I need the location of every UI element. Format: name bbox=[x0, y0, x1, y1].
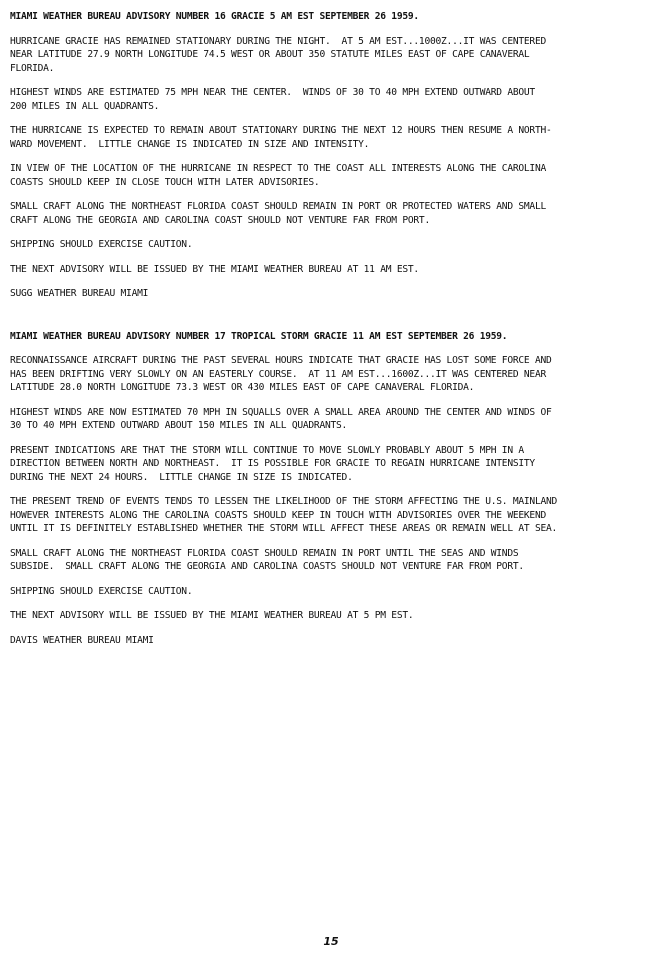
advisory-paragraph bbox=[10, 35, 655, 76]
text-line: FLORIDA. bbox=[10, 62, 55, 74]
text-line: HAS BEEN DRIFTING VERY SLOWLY ON AN EASTERLY COURSE. AT 11 AM EST...1600Z...IT WAS CENTERED NEAR bbox=[10, 368, 547, 380]
advisory-paragraph bbox=[10, 495, 655, 536]
advisory-separator bbox=[10, 312, 655, 330]
advisory-paragraph bbox=[10, 444, 655, 485]
text-line: COASTS SHOULD KEEP IN CLOSE TOUCH WITH LATER ADVISORIES. bbox=[10, 176, 320, 188]
advisory-heading: MIAMI WEATHER BUREAU ADVISORY NUMBER 16 GRACIE 5 AM EST SEPTEMBER 26 1959. bbox=[10, 11, 419, 22]
text-line: THE NEXT ADVISORY WILL BE ISSUED BY THE MIAMI WEATHER BUREAU AT 5 PM EST. bbox=[10, 610, 414, 621]
text-line: THE HURRICANE IS EXPECTED TO REMAIN ABOUT STATIONARY DURING THE NEXT 12 HOURS THEN RESUME A NORTH- bbox=[10, 125, 552, 136]
text-line: SMALL CRAFT ALONG THE NORTHEAST FLORIDA COAST SHOULD REMAIN IN PORT OR PROTECTED WATERS AND SMALL bbox=[10, 201, 547, 212]
text-line: 200 MILES IN ALL QUADRANTS. bbox=[10, 100, 160, 112]
text-line: HURRICANE GRACIE HAS REMAINED STATIONARY DURING THE NIGHT. AT 5 AM EST...1000Z...IT WAS CENTERED bbox=[10, 35, 547, 47]
text-line: WARD MOVEMENT. LITTLE CHANGE IS INDICATED IN SIZE AND INTENSITY. bbox=[10, 138, 370, 150]
advisory-paragraph bbox=[10, 263, 655, 277]
text-line: SUBSIDE. SMALL CRAFT ALONG THE GEORGIA AND CAROLINA COASTS SHOULD NOT VENTURE FAR FROM PORT. bbox=[10, 561, 524, 572]
text-line: HIGHEST WINDS ARE NOW ESTIMATED 70 MPH IN SQUALLS OVER A SMALL AREA AROUND THE CENTER AND WINDS OF bbox=[10, 406, 552, 418]
advisory-paragraph bbox=[10, 609, 655, 623]
text-line: IN VIEW OF THE LOCATION OF THE HURRICANE IN RESPECT TO THE COAST ALL INTERESTS ALONG THE CAROLINA bbox=[10, 163, 547, 174]
text-line: 30 TO 40 MPH EXTEND OUTWARD ABOUT 150 MILES IN ALL QUADRANTS. bbox=[10, 420, 348, 431]
text-line: DIRECTION BETWEEN NORTH AND NORTHEAST. IT IS POSSIBLE FOR GRACIE TO REGAIN HURRICANE INTENSITY bbox=[10, 458, 535, 469]
text-line: CRAFT ALONG THE GEORGIA AND CAROLINA COAST SHOULD NOT VENTURE FAR FROM PORT. bbox=[10, 214, 430, 226]
text-line: THE NEXT ADVISORY WILL BE ISSUED BY THE MIAMI WEATHER BUREAU AT 11 AM EST. bbox=[10, 263, 419, 275]
text-line: UNTIL IT IS DEFINITELY ESTABLISHED WHETHER THE STORM WILL AFFECT THESE AREAS OR REMAIN WELL AT SEA. bbox=[10, 523, 558, 534]
text-line: NEAR LATITUDE 27.9 NORTH LONGITUDE 74.5 WEST OR ABOUT 350 STATUTE MILES EAST OF CAPE CANAVERAL bbox=[10, 49, 530, 60]
advisory-paragraph bbox=[10, 406, 655, 433]
advisory-paragraph bbox=[10, 200, 655, 227]
advisory-paragraph bbox=[10, 585, 655, 599]
advisory-17 bbox=[10, 330, 655, 648]
advisory-paragraph bbox=[10, 162, 655, 189]
advisory-heading: MIAMI WEATHER BUREAU ADVISORY NUMBER 17 TROPICAL STORM GRACIE 11 AM EST SEPTEMBER 26 1959. bbox=[10, 330, 508, 342]
text-line: SUGG WEATHER BUREAU MIAMI bbox=[10, 288, 149, 299]
text-line: SHIPPING SHOULD EXERCISE CAUTION. bbox=[10, 585, 193, 597]
text-line: LATITUDE 28.0 NORTH LONGITUDE 73.3 WEST OR 430 MILES EAST OF CAPE CANAVERAL FLORIDA. bbox=[10, 382, 475, 393]
advisory-signature bbox=[10, 634, 655, 648]
page-number: 15 bbox=[323, 935, 339, 948]
document-page bbox=[10, 10, 655, 658]
text-line: HOWEVER INTERESTS ALONG THE CAROLINA COASTS SHOULD KEEP IN TOUCH WITH ADVISORIES OVER THE WEEKEND bbox=[10, 509, 547, 521]
advisory-paragraph bbox=[10, 354, 655, 395]
advisory-16 bbox=[10, 10, 655, 301]
text-line: PRESENT INDICATIONS ARE THAT THE STORM WILL CONTINUE TO MOVE SLOWLY PROBABLY ABOUT 5 MPH IN A bbox=[10, 444, 524, 456]
advisory-paragraph bbox=[10, 86, 655, 113]
advisory-signature bbox=[10, 287, 655, 301]
advisory-paragraph bbox=[10, 547, 655, 574]
advisory-paragraph bbox=[10, 124, 655, 151]
text-line: SHIPPING SHOULD EXERCISE CAUTION. bbox=[10, 239, 193, 250]
text-line: RECONNAISSANCE AIRCRAFT DURING THE PAST SEVERAL HOURS INDICATE THAT GRACIE HAS LOST SOME FORCE AND bbox=[10, 355, 552, 366]
text-line: SMALL CRAFT ALONG THE NORTHEAST FLORIDA COAST SHOULD REMAIN IN PORT UNTIL THE SEAS AND WINDS bbox=[10, 547, 519, 559]
text-line: THE PRESENT TREND OF EVENTS TENDS TO LESSEN THE LIKELIHOOD OF THE STORM AFFECTING THE U.S. MAINLAND bbox=[10, 496, 558, 507]
advisory-paragraph bbox=[10, 238, 655, 252]
text-line: DURING THE NEXT 24 HOURS. LITTLE CHANGE IN SIZE IS INDICATED. bbox=[10, 471, 353, 483]
text-line: HIGHEST WINDS ARE ESTIMATED 75 MPH NEAR THE CENTER. WINDS OF 30 TO 40 MPH EXTEND OUTWARD ABOUT bbox=[10, 87, 535, 98]
text-line: DAVIS WEATHER BUREAU MIAMI bbox=[10, 634, 154, 646]
